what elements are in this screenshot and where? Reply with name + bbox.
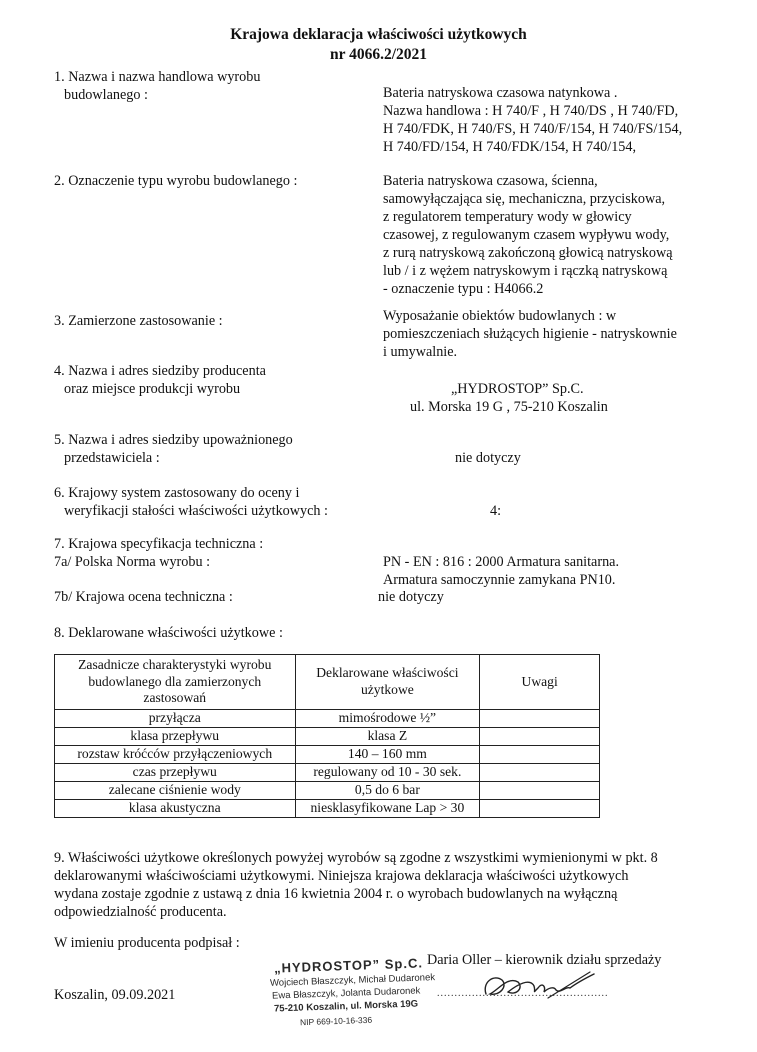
s1-value-4: H 740/FD/154, H 740/FDK/154, H 740/154, [383, 139, 637, 155]
table-row [55, 781, 600, 799]
cell-note [480, 727, 600, 745]
cell-note [480, 763, 600, 781]
s4-label-1: 4. Nazwa i adres siedziby producenta [54, 363, 266, 379]
stamp-nip: NIP 669-10-16-336 [299, 1014, 373, 1028]
document-title: Krajowa deklaracja właściwości użytkowych [230, 26, 527, 43]
s7a-label: 7a/ Polska Norma wyrobu : [54, 554, 211, 570]
s9-line-4: odpowiedzialność producenta. [54, 904, 227, 920]
s4-label-2: oraz miejsce produkcji wyrobu [64, 381, 241, 397]
s3-value-2: pomieszczeniach służących higienie - natryskownie [383, 326, 677, 342]
header-notes: Uwagi [480, 655, 600, 710]
s3-label: 3. Zamierzone zastosowanie : [54, 313, 223, 329]
cell-characteristic: czas przepływu [55, 763, 296, 781]
stamp-company: „HYDROSTOP” Sp.C. [273, 955, 424, 976]
cell-value: klasa Z [295, 727, 480, 745]
table-row [55, 745, 600, 763]
s2-value-3: z regulatorem temperatury wody w głowicy [383, 209, 632, 225]
s9-line-3: wydana zostaje zgodnie z ustawą z dnia 16 kwietnia 2004 r. o wyrobach budowlanych na wyłączną [54, 886, 618, 902]
s3-value-1: Wyposażanie obiektów budowlanych : w [383, 308, 617, 324]
place-and-date: Koszalin, 09.09.2021 [54, 987, 176, 1003]
s6-value: 4: [490, 503, 502, 519]
header-characteristics: Zasadnicze charakterystyki wyrobu budowlanego dla zamierzonych zastosowań [55, 655, 296, 710]
s5-label-2: przedstawiciela : [64, 450, 160, 466]
cell-note [480, 709, 600, 727]
s1-label-2: budowlanego : [64, 87, 148, 103]
cell-value: 140 – 160 mm [295, 745, 480, 763]
stamp-address: 75-210 Koszalin, ul. Morska 19G [273, 998, 419, 1015]
s9-line-2: deklarowanymi właściwościami użytkowymi. Niniejsza krajowa deklaracja właściwości użytkowych [54, 868, 629, 884]
cell-value: mimośrodowe ½” [295, 709, 480, 727]
header-declared: Deklarowane właściwości użytkowe [295, 655, 480, 710]
handwritten-signature-icon [478, 968, 598, 1006]
signer-name: Daria Oller – kierownik działu sprzedaży [427, 952, 662, 968]
cell-value: 0,5 do 6 bar [295, 781, 480, 799]
cell-note [480, 799, 600, 817]
s2-label: 2. Oznaczenie typu wyrobu budowlanego : [54, 173, 298, 189]
declared-properties-table [54, 654, 600, 818]
manufacturer-address: ul. Morska 19 G , 75-210 Koszalin [410, 399, 608, 415]
s2-value-4: czasowej, z regulowanym czasem wypływu wody, [383, 227, 670, 243]
cell-characteristic: zalecane ciśnienie wody [55, 781, 296, 799]
s1-label-1: 1. Nazwa i nazwa handlowa wyrobu [54, 69, 261, 85]
s2-value-2: samowyłączająca się, mechaniczna, przyciskowa, [383, 191, 666, 207]
s5-value: nie dotyczy [455, 450, 521, 466]
s6-label-1: 6. Krajowy system zastosowany do oceny i [54, 485, 300, 501]
s1-value-1: Bateria natryskowa czasowa natynkowa . [383, 85, 618, 101]
s5-label-1: 5. Nazwa i adres siedziby upoważnionego [54, 432, 293, 448]
s8-label: 8. Deklarowane właściwości użytkowe : [54, 625, 283, 641]
signed-by-label: W imieniu producenta podpisał : [54, 935, 240, 951]
document-number: nr 4066.2/2021 [329, 46, 428, 63]
s7b-value: nie dotyczy [378, 589, 444, 605]
s1-value-3: H 740/FDK, H 740/FS, H 740/F/154, H 740/FS/154, [383, 121, 683, 137]
signature-dotted-line: ................................................. [437, 988, 609, 999]
s9-line-1: 9. Właściwości użytkowe określonych powyżej wyrobów są zgodne z wszystkimi wymienionymi w pkt. 8 [54, 850, 658, 866]
s7-label: 7. Krajowa specyfikacja techniczna : [54, 536, 264, 552]
s7a-value-2: Armatura samoczynnie zamykana PN10. [383, 572, 616, 588]
stamp-owners-1: Wojciech Błaszczyk, Michał Dudaronek [269, 972, 436, 989]
cell-note [480, 745, 600, 763]
cell-characteristic: klasa przepływu [55, 727, 296, 745]
table-row [55, 763, 600, 781]
table-row [55, 709, 600, 727]
cell-characteristic: klasa akustyczna [55, 799, 296, 817]
s2-value-7: - oznaczenie typu : H4066.2 [383, 281, 544, 297]
s6-label-2: weryfikacji stałości właściwości użytkowych : [64, 503, 328, 519]
table-row [55, 799, 600, 817]
s2-value-6: lub / i z wężem natryskowym i rączką natryskową [383, 263, 668, 279]
cell-value: niesklasyfikowane Lap > 30 [295, 799, 480, 817]
s2-value-5: z rurą natryskową zakończoną głowicą natryskową [383, 245, 673, 261]
manufacturer-name: „HYDROSTOP” Sp.C. [451, 381, 584, 397]
s7a-value-1: PN - EN : 816 : 2000 Armatura sanitarna. [383, 554, 620, 570]
cell-characteristic: rozstaw króćców przyłączeniowych [55, 745, 296, 763]
stamp-owners-2: Ewa Błaszczyk, Jolanta Dudaronek [271, 985, 421, 1002]
cell-value: regulowany od 10 - 30 sek. [295, 763, 480, 781]
s7b-label: 7b/ Krajowa ocena techniczna : [54, 589, 233, 605]
cell-note [480, 781, 600, 799]
s1-value-2: Nazwa handlowa : H 740/F , H 740/DS , H 740/FD, [383, 103, 679, 119]
table-row [55, 727, 600, 745]
s3-value-3: i umywalnie. [383, 344, 458, 360]
cell-characteristic: przyłącza [55, 709, 296, 727]
s2-value-1: Bateria natryskowa czasowa, ścienna, [383, 173, 598, 189]
